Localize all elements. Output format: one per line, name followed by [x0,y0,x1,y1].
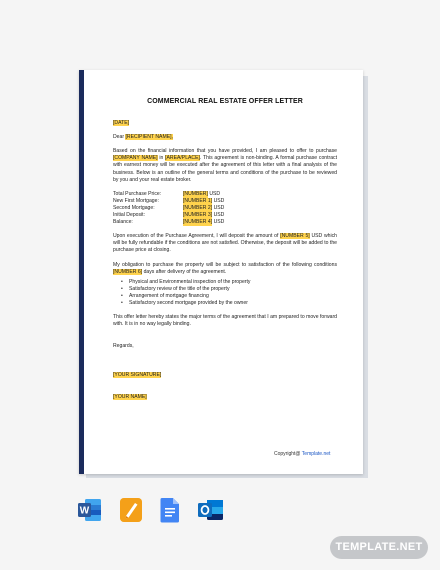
intro-paragraph [113,148,337,183]
copyright-text: Copyright@ [274,451,301,457]
area-placeholder: [AREA/PLACE] [165,155,200,162]
term-row [113,198,337,205]
term-unit: USD [213,197,225,204]
term-row [113,212,337,219]
term-unit: USD [213,219,225,226]
conditions-list [113,279,337,307]
letter-title: COMMERCIAL REAL ESTATE OFFER LETTER [147,98,303,105]
signature-placeholder: [YOUR SIGNATURE] [113,372,162,379]
list-item: • Satisfactory second mortgage provided by the owner [129,300,337,307]
list-item: • Arrangement of mortgage financing [129,293,337,300]
salutation: Dear [113,134,125,141]
intro-in: in [159,155,164,162]
word-icon[interactable] [78,497,102,523]
date-line [113,120,337,127]
intro-text: Based on the financial information that you have provided, I am pleased to offer to purchase [113,148,337,155]
intro-text-cont: . This agreement is non-binding. A formal purchase contract with earnest money will be executed after the agreement of this letter with a final analysis of the business. Below is an outline of the general terms and conditions of the purchase to be reviewed by you and your real estate broker. [113,155,338,183]
letter-body [113,98,337,409]
salutation-line [113,134,337,141]
conditions-paragraph [113,262,337,276]
accent-bar [79,70,84,474]
term-value: [NUMBER 3] [183,212,213,219]
list-item: • Physical and Environmental inspection of the property [129,279,337,286]
term-row [113,205,337,212]
term-row [113,191,337,198]
deposit-text-cont: USD which will be fully refundable if the conditions are not satisfied. Otherwise, the deposit will be added to the purchase price at closing. [113,233,338,254]
term-label: Second Mortgage: [113,204,155,211]
template-net-button[interactable]: TEMPLATE.NET [330,536,428,559]
svg-text:W: W [79,505,90,517]
term-value: [NUMBER 1] [183,197,213,204]
terms-list [113,191,337,226]
copyright-brand: Template.net [301,451,331,457]
term-unit: USD [213,212,225,219]
deposit-number-placeholder: [NUMBER 5] [280,233,310,240]
term-value: [NUMBER 4] [183,219,213,226]
term-unit: USD [213,204,225,211]
term-row [113,219,337,226]
company-placeholder: [COMPANY NAME] [113,155,158,162]
recipient-placeholder: [RECIPIENT NAME], [125,134,173,141]
term-label: New First Mortgage: [113,197,159,204]
term-unit: USD [209,190,221,197]
name-line [113,394,337,401]
outlook-icon[interactable] [198,497,222,523]
conditions-text-cont: days after delivery of the agreement. [143,268,227,275]
conditions-text: My obligation to purchase the property will be subject to satisfaction of the following conditions [113,261,337,268]
signature-line [113,372,337,379]
date-placeholder: [DATE] [113,120,130,127]
term-label: Initial Deposit: [113,212,145,219]
term-label: Balance: [113,219,133,226]
closing-regards: Regards, [113,343,134,350]
deposit-text: Upon execution of the Purchase Agreement, I will deposit the amount of [113,233,279,240]
term-value: [NUMBER 2] [183,204,213,211]
pages-icon[interactable] [119,497,143,523]
term-label: Total Purchase Price: [113,190,162,197]
copyright-footer [274,451,330,457]
days-number-placeholder: [NUMBER 6] [113,268,143,275]
name-placeholder: [YOUR NAME] [113,394,147,401]
list-item: • Satisfactory review of the title of the property [129,286,337,293]
term-value: [NUMBER] [183,190,208,197]
deposit-paragraph [113,233,337,254]
closing-paragraph: This offer letter hereby states the major terms of the agreement that I am prepared to move forward with. It is in no way legally binding. [113,314,337,328]
google-docs-icon[interactable] [158,497,182,523]
